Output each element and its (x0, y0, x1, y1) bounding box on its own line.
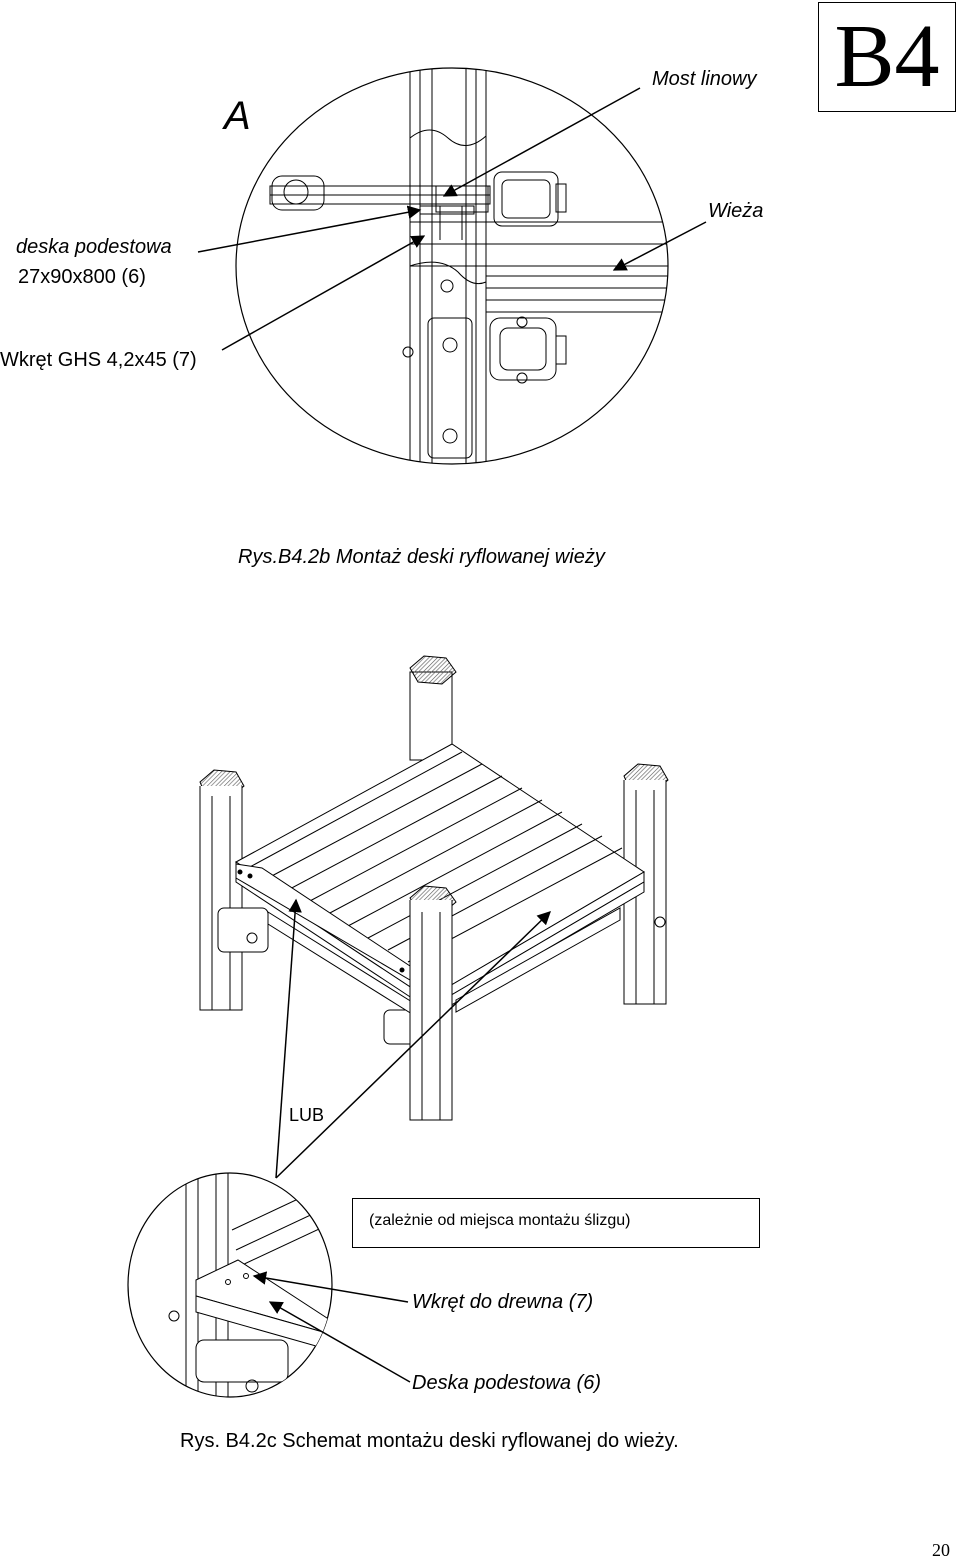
figure-caption-b4-2b: Rys.B4.2b Montaż deski ryflowanej wieży (238, 546, 605, 568)
label-platform-board-6: Deska podestowa (6) (412, 1372, 601, 1394)
label-screw-ghs: Wkręt GHS 4,2x45 (7) (0, 349, 197, 371)
section-code-box (818, 2, 956, 112)
mounting-note-box (352, 1198, 760, 1248)
label-or: LUB (289, 1105, 325, 1125)
label-board-dimensions: 27x90x800 (6) (18, 266, 146, 288)
label-rope-bridge: Most linowy (652, 68, 757, 90)
label-wood-screw: Wkręt do drewna (7) (412, 1291, 594, 1313)
detail-a-drawing (198, 60, 706, 480)
label-platform-board: deska podestowa (16, 236, 172, 258)
label-tower: Wieża (708, 200, 764, 222)
section-code: B4 (834, 7, 940, 106)
figure-caption-b4-2c: Rys. B4.2c Schemat montażu deski ryflowanej do wieży. (180, 1430, 679, 1452)
page-number: 20 (932, 1540, 950, 1560)
platform-assembly-drawing (200, 656, 668, 1120)
detail-letter: A (224, 94, 251, 138)
mounting-note: (zależnie od miejsca montażu ślizgu) (369, 1212, 631, 1229)
